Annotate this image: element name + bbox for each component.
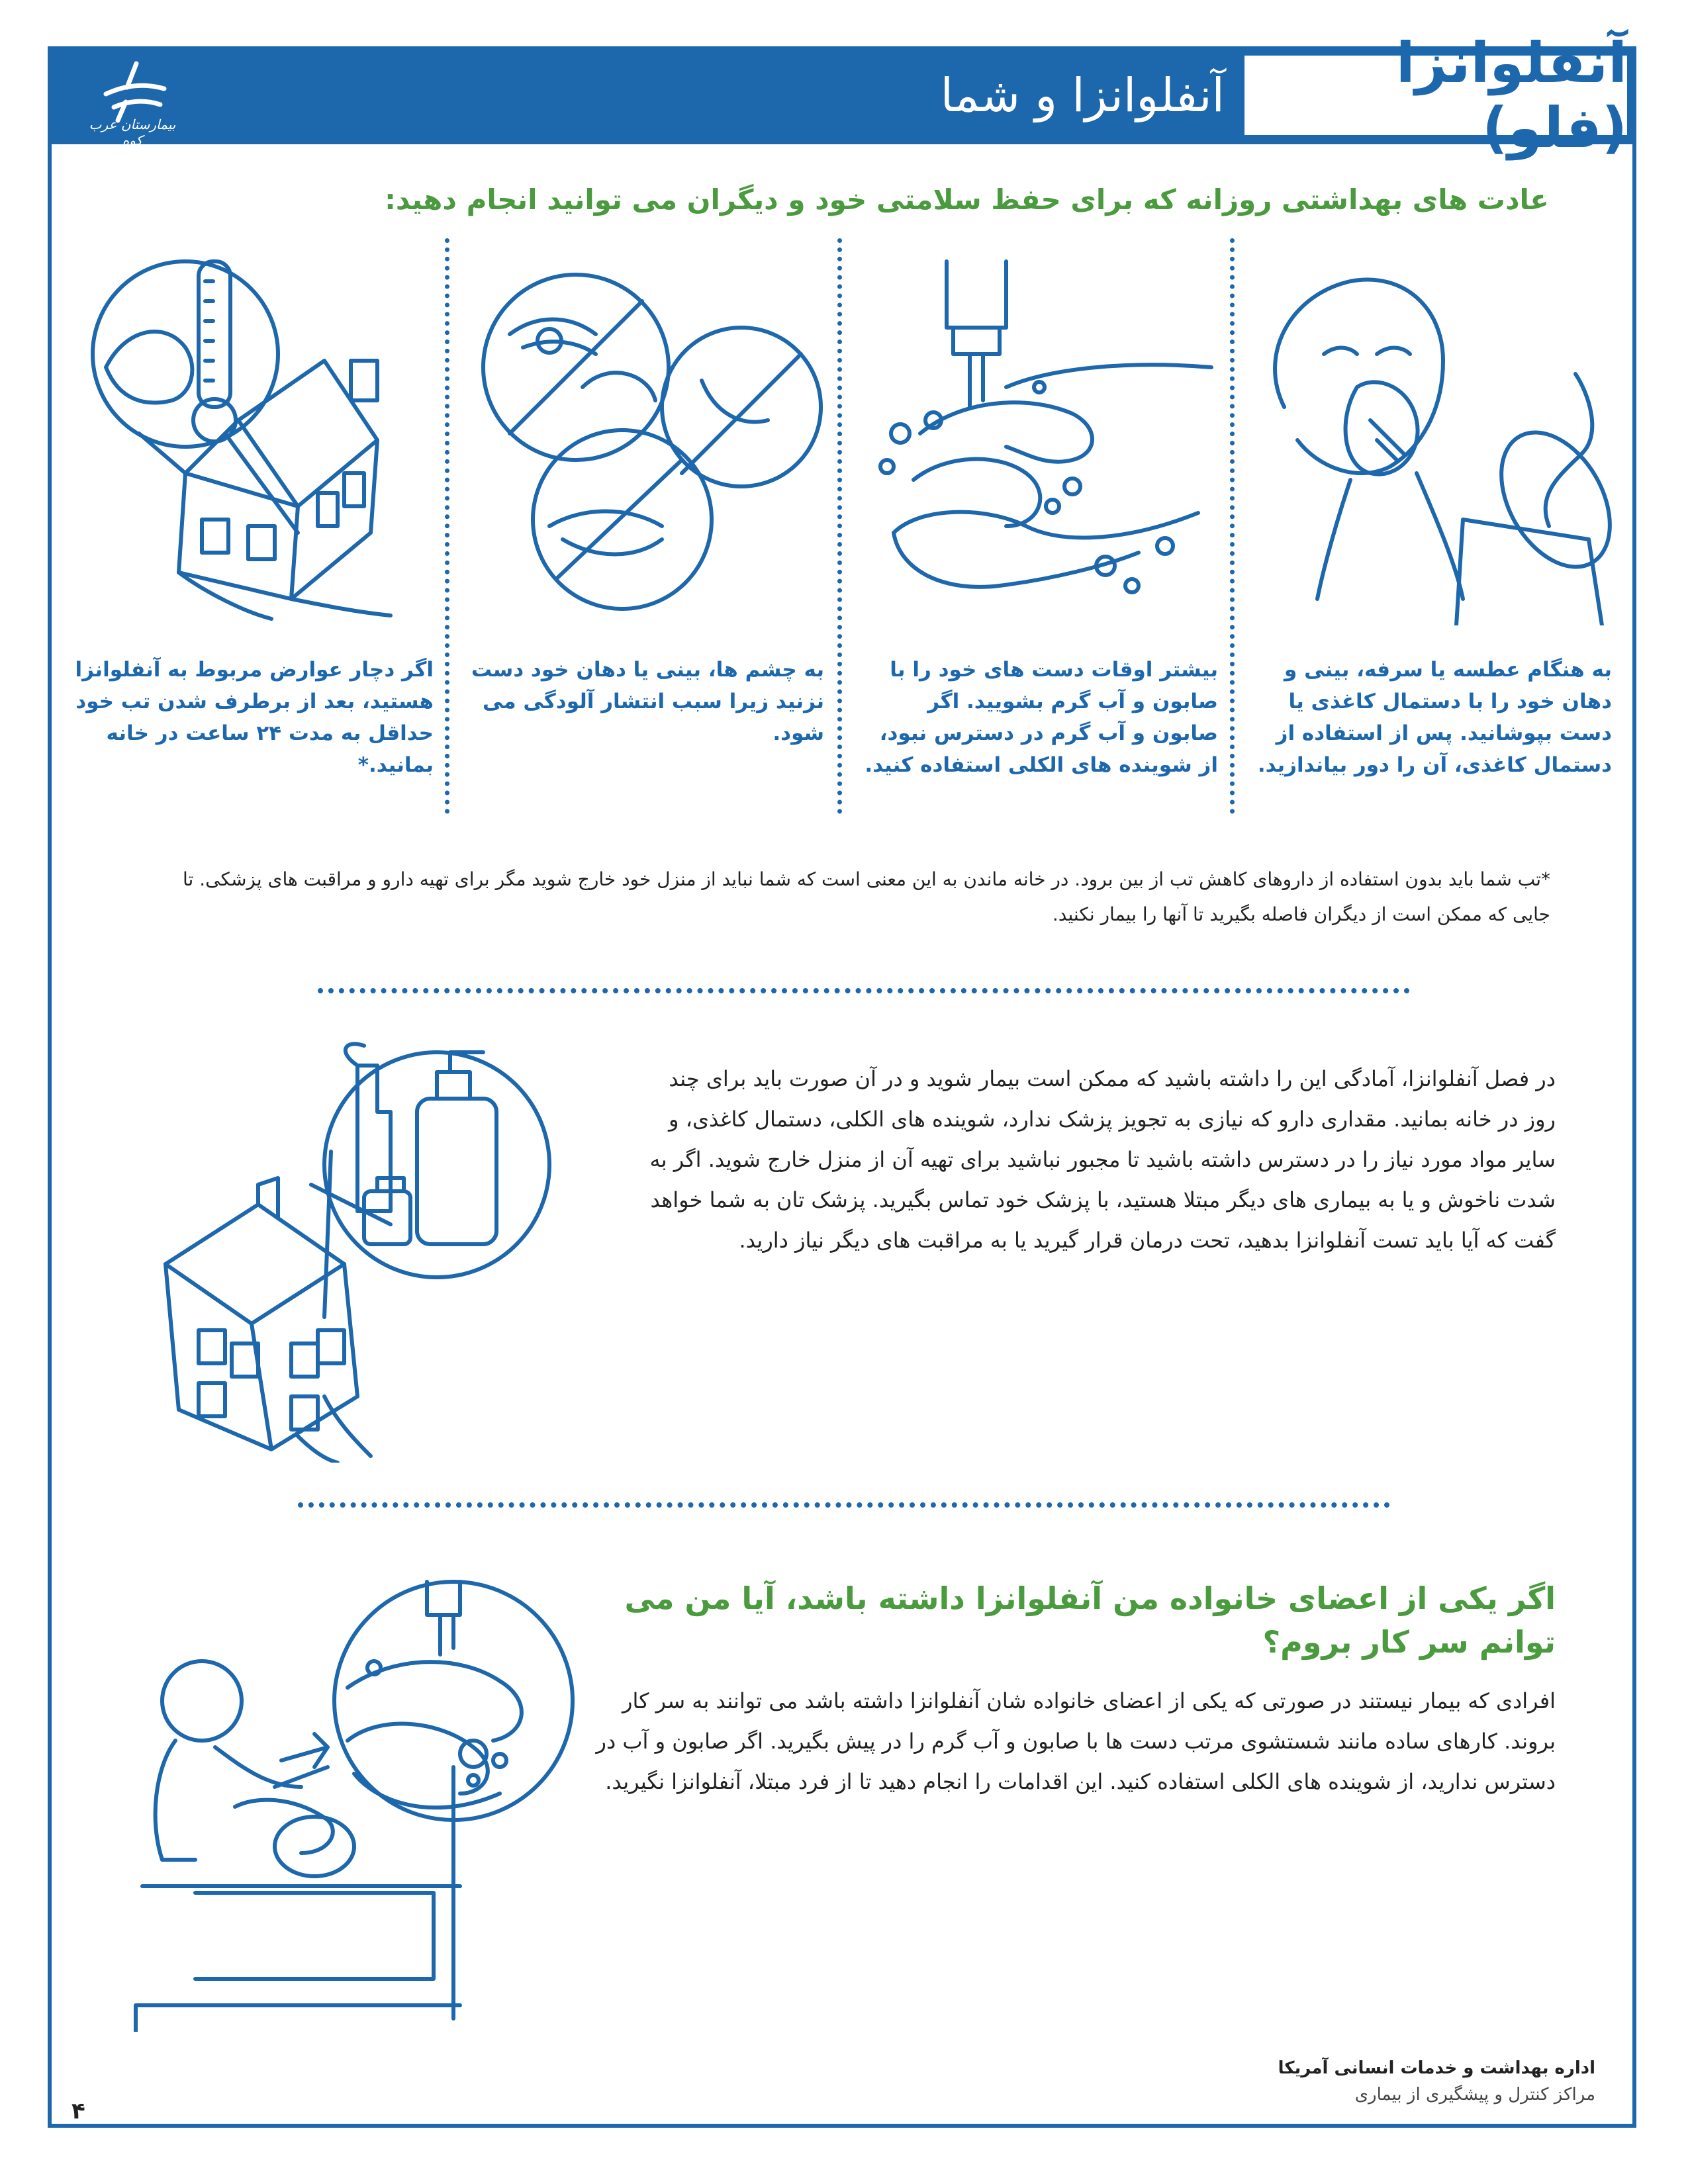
agency-credit bbox=[1278, 2055, 1595, 2108]
logo-text: بیمارستان عرب کوه bbox=[89, 116, 176, 148]
agency-line-1: اداره بهداشت و خدمات انسانی آمریکا bbox=[1278, 2058, 1595, 2078]
page-subtitle: آنفلوانزا و شما bbox=[940, 68, 1225, 122]
tissue-cover-icon bbox=[1244, 255, 1615, 625]
agency-line-2: مراکز کنترل و پیشگیری از بیماری bbox=[1354, 2085, 1595, 2105]
family-heading: اگر یکی از اعضای خانواده من آنفلوانزا داشته باشد، آیا من می توانم سر کار بروم؟ bbox=[624, 1580, 1556, 1660]
column-divider bbox=[837, 238, 842, 814]
section-divider bbox=[298, 1502, 1390, 1508]
page-number: ۴ bbox=[71, 2098, 85, 2124]
page-title: آنفلوانزا (فلو) bbox=[1395, 30, 1627, 160]
habits-heading: عادت های بهداشتی روزانه که برای حفظ سلامتی خود و دیگران می توانید انجام دهید: bbox=[385, 183, 1549, 216]
stay-home-icon bbox=[73, 255, 444, 625]
fever-footnote: *تب شما باید بدون استفاده از داروهای کاهش تب از بین برود. در خانه ماندن به این معنی است که شما نباید از منزل خود خارج شوید مگر برای تهیه دارو و مراقبت های پزشکی. تا جایی که ممکن است از دیگران فاصله بگیرید تا آنها را بیمار نکنید. bbox=[183, 868, 1550, 925]
section-divider bbox=[318, 988, 1410, 993]
family-paragraph: افرادی که بیمار نیستند در صورتی که یکی از اعضای خانواده شان آنفلوانزا داشته باشد می توانند به سر کار بروند. کارهای ساده مانند شستشوی مرتب دست ها با صابون و آب گرم را در پیش بگیرید. اگر صابون و آب در دسترس ندارید، از شوینده های الکلی استفاده کنید. این اقدامات را انجام دهید تا از فرد مبتلا، آنفلوانزا نگیرید. bbox=[596, 1688, 1556, 1794]
caregiver-icon bbox=[129, 1569, 592, 2032]
caption-no-touch: به چشم ها، بینی یا دهان خود دست نزنید زیرا سبب انتشار آلودگی می شود. bbox=[471, 658, 824, 745]
hand-washing-icon bbox=[854, 255, 1225, 625]
column-divider bbox=[445, 238, 449, 814]
caption-stay-home: اگر دچار عوارض مربوط به آنفلوانزا هستید، بعد از برطرف شدن تب خود حداقل به مدت ۲۴ ساعت در خانه بمانید.* bbox=[75, 658, 434, 777]
caption-wash-hands: بیشتر اوقات دست های خود را با صابون و آب گرم بشویید. اگر صابون و آب گرم در دسترس نبود، از شوینده های الکلی استفاده کنید. bbox=[865, 658, 1218, 777]
no-face-touch-icon bbox=[463, 255, 834, 625]
column-divider bbox=[1230, 238, 1235, 814]
caption-cover-cough: به هنگام عطسه یا سرفه، بینی و دهان خود را با دستمال کاغذی یا دست بپوشانید. پس از استفاده از دستمال کاغذی، آن را دور بیاندازید. bbox=[1257, 658, 1612, 777]
prepare-paragraph: در فصل آنفلوانزا، آمادگی این را داشته باشید که ممکن است بیمار شوید و در آن صورت باید برای چند روز در خانه بمانید. مقداری دارو که نیازی به تجویز پزشک ندارد، شوینده های الکلی، دستمال کاغذی، و سایر مواد مورد نیاز را در دسترس داشته باشید تا مجبور نباشید برای تهیه آن از منزل خارج شوید. اگر به شدت ناخوش و یا به بیماری های دیگر مبتلا هستید، با پزشک خود تماس بگیرید. پزشک تان به شما خواهد گفت که آیا باید تست آنفلوانزا بدهید، تحت درمان قرار گیرید یا به مراقبت های دیگر نیاز دارید. bbox=[649, 1066, 1556, 1253]
house-supplies-icon bbox=[139, 1039, 563, 1463]
